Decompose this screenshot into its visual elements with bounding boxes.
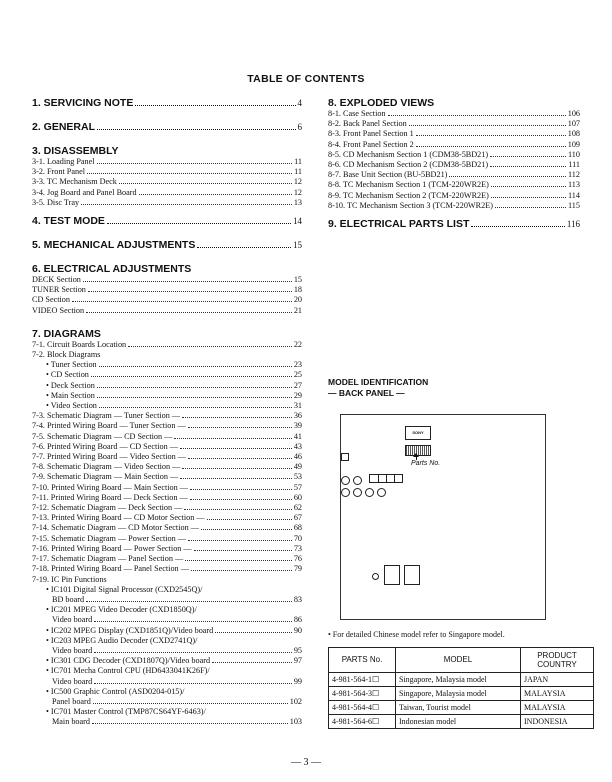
dot-leader — [491, 197, 566, 198]
toc-entry — [32, 421, 302, 431]
dot-leader — [490, 166, 566, 167]
toc-entry — [32, 677, 302, 687]
toc-entry — [32, 462, 302, 472]
toc-entry-label: 8-3. Front Panel Section 1 — [328, 129, 414, 139]
toc-entry — [32, 381, 302, 391]
parts-table-row — [329, 673, 594, 687]
toc-entry-label: 3-2. Front Panel — [32, 167, 85, 177]
toc-entry — [32, 697, 302, 707]
model-identification-heading — [328, 377, 428, 398]
toc-page-number: 31 — [293, 401, 302, 411]
dot-leader — [97, 387, 292, 388]
toc-entry-label: 7-9. Schematic Diagram — Main Section — — [32, 472, 179, 482]
parts-table-header: MODEL — [396, 648, 521, 673]
toc-entry-label: • IC500 Graphic Control (ASD0204-015)/ — [46, 686, 185, 696]
parts-table-row — [329, 687, 594, 701]
dot-leader — [182, 417, 292, 418]
toc-entry-label: 7-19. IC Pin Functions — [32, 574, 107, 584]
spacer — [328, 211, 580, 218]
toc-page-number: 90 — [293, 625, 302, 635]
toc-entry-label: 7-11. Printed Wiring Board — Deck Section — — [32, 492, 188, 502]
toc-page-number: 41 — [293, 431, 302, 441]
toc-entry — [32, 306, 302, 316]
toc-section-heading — [32, 263, 302, 275]
dot-leader — [180, 478, 292, 479]
toc-entry-label: 2. GENERAL — [32, 121, 96, 133]
toc-entry-label: 9. ELECTRICAL PARTS LIST — [328, 218, 470, 231]
toc-entry-label: • Main Section — [46, 390, 95, 400]
parts-table-cell: 4-981-564-6☐ — [329, 715, 396, 729]
panel-terminal-strip — [369, 474, 403, 483]
dot-leader — [207, 519, 292, 520]
toc-entry-label: Video board — [52, 615, 93, 625]
toc-entry-label: 3-3. TC Mechanism Deck — [32, 177, 117, 187]
toc-page-number: 11 — [294, 157, 302, 166]
toc-page-number: 99 — [293, 676, 302, 686]
parts-table-header: PARTS No. — [329, 648, 396, 673]
toc-subheading — [32, 575, 302, 585]
spacer — [32, 109, 302, 121]
toc-entry-label: 4. TEST MODE — [32, 215, 105, 228]
toc-page-number: 25 — [293, 370, 302, 380]
toc-entry — [328, 140, 580, 150]
panel-jack-circle — [341, 488, 350, 497]
dot-leader — [491, 186, 566, 187]
toc-entry-label: • IC301 CDG Decoder (CXD1807Q)/Video board — [46, 656, 211, 666]
back-panel-subtitle: — BACK PANEL — — [328, 387, 405, 398]
spacer — [32, 208, 302, 215]
dot-leader — [81, 204, 292, 205]
toc-section-heading — [328, 218, 580, 230]
toc-entry — [32, 432, 302, 442]
toc-entry-label: Video board — [52, 676, 93, 686]
parts-table-cell: INDONESIA — [521, 715, 594, 729]
toc-page-number: 11 — [294, 167, 302, 177]
toc-entry-label: 7-15. Schematic Diagram — Power Section — — [32, 533, 186, 543]
toc-page-number: 22 — [293, 339, 302, 349]
dot-leader — [93, 703, 288, 704]
toc-page-number: 79 — [293, 564, 302, 574]
toc-subheading — [32, 350, 302, 360]
toc-entry-label: 3. DISASSEMBLY — [32, 145, 119, 157]
toc-page-number: 14 — [293, 216, 302, 227]
toc-entry — [32, 360, 302, 370]
parts-table-cell: Singapore, Malaysia model — [396, 673, 521, 687]
dot-leader — [180, 448, 292, 449]
dot-leader — [128, 346, 292, 347]
toc-entry-label: 7-12. Schematic Diagram — Deck Section — — [32, 503, 183, 513]
toc-subheading — [32, 636, 302, 646]
toc-subheading — [32, 687, 302, 697]
toc-page-number: 67 — [293, 513, 302, 523]
dot-leader — [490, 156, 566, 157]
dot-leader — [91, 376, 292, 377]
toc-page-number: 43 — [293, 441, 302, 451]
toc-page-number: 57 — [293, 482, 302, 492]
toc-section-heading — [32, 328, 302, 340]
toc-entry-label: 7-17. Schematic Diagram — Panel Section — — [32, 554, 184, 564]
toc-right-column — [328, 97, 580, 230]
toc-page-number: 60 — [293, 492, 302, 502]
dot-leader — [92, 723, 288, 724]
toc-entry-label: Panel board — [52, 696, 91, 706]
toc-entry-label: 7-7. Printed Wiring Board — Video Section — — [32, 452, 186, 462]
parts-table-header-row — [329, 648, 594, 673]
toc-page-number: 27 — [293, 380, 302, 390]
page-title: TABLE OF CONTENTS — [247, 73, 365, 85]
toc-entry — [32, 554, 302, 564]
toc-entry-label: 8-5. CD Mechanism Section 1 (CDM38-5BD21) — [328, 149, 489, 159]
panel-jack-circle — [353, 488, 362, 497]
panel-square-marker — [341, 453, 349, 461]
toc-entry-label: 7-1. Circuit Boards Location — [32, 339, 127, 349]
toc-entry-label: 6. ELECTRICAL ADJUSTMENTS — [32, 263, 192, 276]
dot-leader — [495, 207, 566, 208]
toc-section-heading — [32, 97, 302, 109]
toc-page-number: 113 — [568, 180, 580, 190]
panel-jack-circle — [377, 488, 386, 497]
toc-entry-label: • IC201 MPEG Video Decoder (CXD1850Q)/ — [46, 605, 197, 615]
dot-leader — [97, 129, 295, 130]
sony-logo-label: SONY — [405, 426, 431, 440]
toc-entry — [328, 180, 580, 190]
toc-page-number: 21 — [293, 305, 302, 315]
toc-entry — [32, 564, 302, 574]
toc-entry-label: • IC701 Mecha Control CPU (HD6433041K26F)/ — [46, 666, 210, 676]
dot-leader — [99, 407, 292, 408]
parts-table-cell: 4-981-564-3☐ — [329, 687, 396, 701]
dot-leader — [97, 163, 293, 164]
toc-entry-label: 3-5. Disc Tray — [32, 197, 80, 207]
model-identification-title: MODEL IDENTIFICATION — [328, 377, 429, 387]
toc-entry — [32, 646, 302, 656]
parts-table — [328, 647, 594, 729]
toc-page-number: 46 — [293, 452, 302, 462]
toc-entry-label: 8. EXPLODED VIEWS — [328, 97, 435, 109]
toc-entry-label: • IC203 MPEG Audio Decoder (CXD2741Q)/ — [46, 635, 198, 645]
parts-table-cell: MALAYSIA — [521, 701, 594, 715]
toc-entry-label: 7-14. Schematic Diagram — CD Motor Section — — [32, 523, 199, 533]
toc-entry — [32, 167, 302, 177]
toc-entry-label: 8-10. TC Mechanism Section 3 (TCM-220WR2E) — [328, 200, 493, 210]
toc-entry — [32, 544, 302, 554]
toc-subheading — [32, 605, 302, 615]
toc-entry-label: • Deck Section — [46, 380, 95, 390]
toc-entry-label: 8-2. Back Panel Section — [328, 119, 407, 129]
toc-page-number: 114 — [568, 190, 580, 200]
toc-entry — [328, 150, 580, 160]
toc-section-heading — [32, 215, 302, 227]
toc-page-number: 102 — [289, 696, 302, 706]
toc-page-number: 29 — [293, 390, 302, 400]
toc-entry — [32, 177, 302, 187]
toc-entry-label: 7-10. Printed Wiring Board — Main Section — — [32, 482, 188, 492]
toc-page-number: 49 — [293, 462, 302, 472]
toc-entry — [32, 275, 302, 285]
dot-leader — [135, 105, 295, 106]
toc-entry — [32, 370, 302, 380]
toc-entry-label: • CD Section — [46, 370, 89, 380]
toc-entry — [32, 340, 302, 350]
toc-entry-label: 7-5. Schematic Diagram — CD Section — — [32, 431, 173, 441]
toc-subheading — [32, 707, 302, 717]
dot-leader — [182, 468, 292, 469]
panel-jack-circle — [353, 476, 362, 485]
toc-entry-label: 8-9. TC Mechanism Section 2 (TCM-220WR2E) — [328, 190, 489, 200]
toc-entry — [32, 503, 302, 513]
toc-entry-label: 8-6. CD Mechanism Section 2 (CDM38-5BD21) — [328, 160, 489, 170]
toc-page-number: 110 — [568, 149, 580, 159]
dot-leader — [188, 458, 292, 459]
panel-jack-circle — [341, 476, 350, 485]
spacer — [32, 227, 302, 239]
dot-leader — [97, 397, 292, 398]
dot-leader — [139, 194, 292, 195]
toc-section-heading — [32, 145, 302, 157]
toc-entry-label: 7-6. Printed Wiring Board — CD Section — — [32, 441, 178, 451]
toc-page-number: 4 — [297, 98, 302, 108]
dot-leader — [86, 601, 292, 602]
toc-page-number: 62 — [293, 503, 302, 513]
toc-page-number: 13 — [293, 197, 302, 207]
parts-table-row — [329, 701, 594, 715]
toc-entry — [32, 493, 302, 503]
toc-entry-label: 3-1. Loading Panel — [32, 157, 95, 166]
dot-leader — [416, 135, 566, 136]
toc-entry-label: 7-2. Block Diagrams — [32, 350, 101, 360]
toc-page-number: 15 — [293, 275, 302, 285]
toc-entry-label: Video board — [52, 645, 93, 655]
toc-entry — [32, 656, 302, 666]
dot-leader — [215, 632, 292, 633]
toc-page-number: 95 — [293, 645, 302, 655]
toc-entry — [32, 626, 302, 636]
toc-entry-label: 3-4. Jog Board and Panel Board — [32, 187, 137, 197]
page-number: — 3 — — [291, 757, 321, 768]
toc-page-number: 39 — [293, 421, 302, 431]
toc-page-number: 23 — [293, 360, 302, 370]
toc-subheading — [32, 666, 302, 676]
dot-leader — [185, 560, 292, 561]
spacer — [32, 251, 302, 263]
toc-entry-label: 7-16. Printed Wiring Board — Power Section — — [32, 543, 192, 553]
parts-table-cell: Singapore, Malaysia model — [396, 687, 521, 701]
toc-entry — [32, 285, 302, 295]
parts-table-cell: 4-981-564-1☐ — [329, 673, 396, 687]
toc-page-number: 70 — [293, 533, 302, 543]
dot-leader — [388, 115, 566, 116]
toc-entry-label: 1. SERVICING NOTE — [32, 97, 134, 109]
dot-leader — [212, 662, 292, 663]
toc-entry — [32, 188, 302, 198]
toc-entry-label: BD board — [52, 594, 85, 604]
panel-connector-box — [384, 565, 400, 585]
dot-leader — [201, 529, 292, 530]
toc-page-number: 12 — [293, 187, 302, 197]
panel-jack-circle — [365, 488, 374, 497]
toc-entry-label: • IC701 Master Control (TMP87CS64YF-6463)/ — [46, 707, 206, 717]
toc-entry-label: 7-8. Schematic Diagram — Video Section — — [32, 462, 181, 472]
toc-entry — [328, 160, 580, 170]
toc-left-column — [32, 97, 302, 728]
toc-section-heading — [328, 97, 580, 109]
dot-leader — [416, 146, 566, 147]
toc-section-heading — [32, 239, 302, 251]
toc-entry-label: 7-13. Printed Wiring Board — CD Motor Section — — [32, 513, 205, 523]
toc-page-number: 68 — [293, 523, 302, 533]
parts-table-cell: MALAYSIA — [521, 687, 594, 701]
chinese-model-note: • For detailed Chinese model refer to Singapore model. — [328, 630, 505, 639]
toc-entry — [32, 198, 302, 208]
toc-entry-label: 5. MECHANICAL ADJUSTMENTS — [32, 239, 196, 252]
dot-leader — [409, 125, 566, 126]
dot-leader — [188, 427, 292, 428]
toc-page-number: 83 — [293, 594, 302, 604]
toc-entry — [32, 717, 302, 727]
dot-leader — [184, 509, 292, 510]
dot-leader — [449, 176, 566, 177]
toc-page-number: 108 — [567, 129, 580, 139]
toc-entry — [32, 513, 302, 523]
toc-entry-label: VIDEO Section — [32, 305, 85, 315]
dot-leader — [107, 223, 291, 224]
toc-entry — [32, 534, 302, 544]
toc-page-number: 86 — [293, 615, 302, 625]
toc-entry-label: 7-3. Schematic Diagram — Tuner Section — — [32, 411, 181, 421]
dot-leader — [119, 183, 292, 184]
toc-page-number: 111 — [568, 160, 580, 170]
toc-entry — [32, 472, 302, 482]
toc-entry — [32, 411, 302, 421]
toc-entry-label: 8-7. Base Unit Section (BU-5BD21) — [328, 170, 448, 180]
dot-leader — [87, 173, 292, 174]
toc-page-number: 76 — [293, 554, 302, 564]
toc-entry-label: Main board — [52, 717, 90, 727]
dot-leader — [191, 570, 292, 571]
dot-leader — [86, 312, 292, 313]
toc-entry-label: 8-8. TC Mechanism Section 1 (TCM-220WR2E) — [328, 180, 489, 190]
toc-page-number: 15 — [293, 240, 302, 251]
toc-entry — [32, 391, 302, 401]
toc-page-number: 73 — [293, 543, 302, 553]
toc-entry — [32, 615, 302, 625]
toc-entry — [32, 401, 302, 411]
dot-leader — [190, 489, 292, 490]
toc-page-number: 109 — [567, 139, 580, 149]
toc-entry — [328, 191, 580, 201]
toc-entry-label: 8-1. Case Section — [328, 109, 386, 118]
toc-entry — [32, 452, 302, 462]
toc-entry — [32, 483, 302, 493]
toc-entry — [32, 523, 302, 533]
toc-page-number: 103 — [289, 717, 302, 727]
toc-entry — [328, 109, 580, 119]
parts-table-row — [329, 715, 594, 729]
toc-page-number: 112 — [568, 170, 580, 180]
dot-leader — [174, 438, 292, 439]
toc-page-number: 97 — [293, 656, 302, 666]
toc-entry-label: • Video Section — [46, 401, 97, 411]
toc-page-number: 12 — [293, 177, 302, 187]
parts-table-cell: 4-981-564-4☐ — [329, 701, 396, 715]
toc-page-number: 6 — [297, 122, 302, 132]
parts-table-cell: JAPAN — [521, 673, 594, 687]
parts-table-header: PRODUCT COUNTRY — [521, 648, 594, 673]
spacer — [32, 133, 302, 145]
dot-leader — [94, 621, 292, 622]
toc-entry — [328, 201, 580, 211]
toc-page-number: 20 — [293, 295, 302, 305]
toc-entry-label: • IC101 Digital Signal Processor (CXD2545Q)/ — [46, 584, 203, 594]
dot-leader — [94, 683, 292, 684]
toc-entry-label: TUNER Section — [32, 285, 86, 295]
dot-leader — [88, 291, 292, 292]
parts-no-label: Parts No. — [411, 460, 441, 467]
panel-connector-box — [404, 565, 420, 585]
dot-leader — [197, 247, 291, 248]
dot-leader — [190, 499, 292, 500]
dot-leader — [83, 281, 292, 282]
spacer — [32, 316, 302, 328]
dot-leader — [94, 652, 292, 653]
parts-table-cell: Indonesian model — [396, 715, 521, 729]
toc-entry — [32, 157, 302, 167]
toc-entry-label: 7-18. Printed Wiring Board — Panel Section — — [32, 564, 189, 574]
toc-page-number: 53 — [293, 472, 302, 482]
toc-page-number: 115 — [568, 200, 580, 210]
toc-subheading — [32, 585, 302, 595]
toc-page-number: 18 — [293, 285, 302, 295]
toc-entry-label: • IC202 MPEG Display (CXD1851Q)/Video board — [46, 625, 214, 635]
toc-entry — [328, 170, 580, 180]
back-panel-diagram — [340, 414, 546, 620]
toc-entry — [32, 442, 302, 452]
toc-entry — [328, 119, 580, 129]
dot-leader — [194, 550, 292, 551]
toc-page-number: 107 — [567, 119, 580, 129]
panel-small-circle — [372, 573, 379, 580]
toc-entry-label: • Tuner Section — [46, 360, 97, 370]
toc-entry — [32, 595, 302, 605]
dot-leader — [471, 226, 564, 227]
toc-page-number: 36 — [293, 411, 302, 421]
dot-leader — [99, 366, 292, 367]
toc-entry — [328, 129, 580, 139]
toc-section-heading — [32, 121, 302, 133]
toc-entry-label: 8-4. Front Panel Section 2 — [328, 139, 414, 149]
toc-page-number: 116 — [566, 219, 580, 230]
toc-entry-label: 7. DIAGRAMS — [32, 327, 101, 340]
parts-table-cell: Taiwan, Tourist model — [396, 701, 521, 715]
toc-entry — [32, 295, 302, 305]
toc-page-number: 106 — [567, 109, 580, 118]
toc-entry-label: CD Section — [32, 295, 70, 305]
toc-entry-label: 7-4. Printed Wiring Board — Tuner Section — — [32, 421, 186, 431]
toc-entry-label: DECK Section — [32, 275, 81, 285]
dot-leader — [72, 301, 292, 302]
dot-leader — [188, 540, 292, 541]
